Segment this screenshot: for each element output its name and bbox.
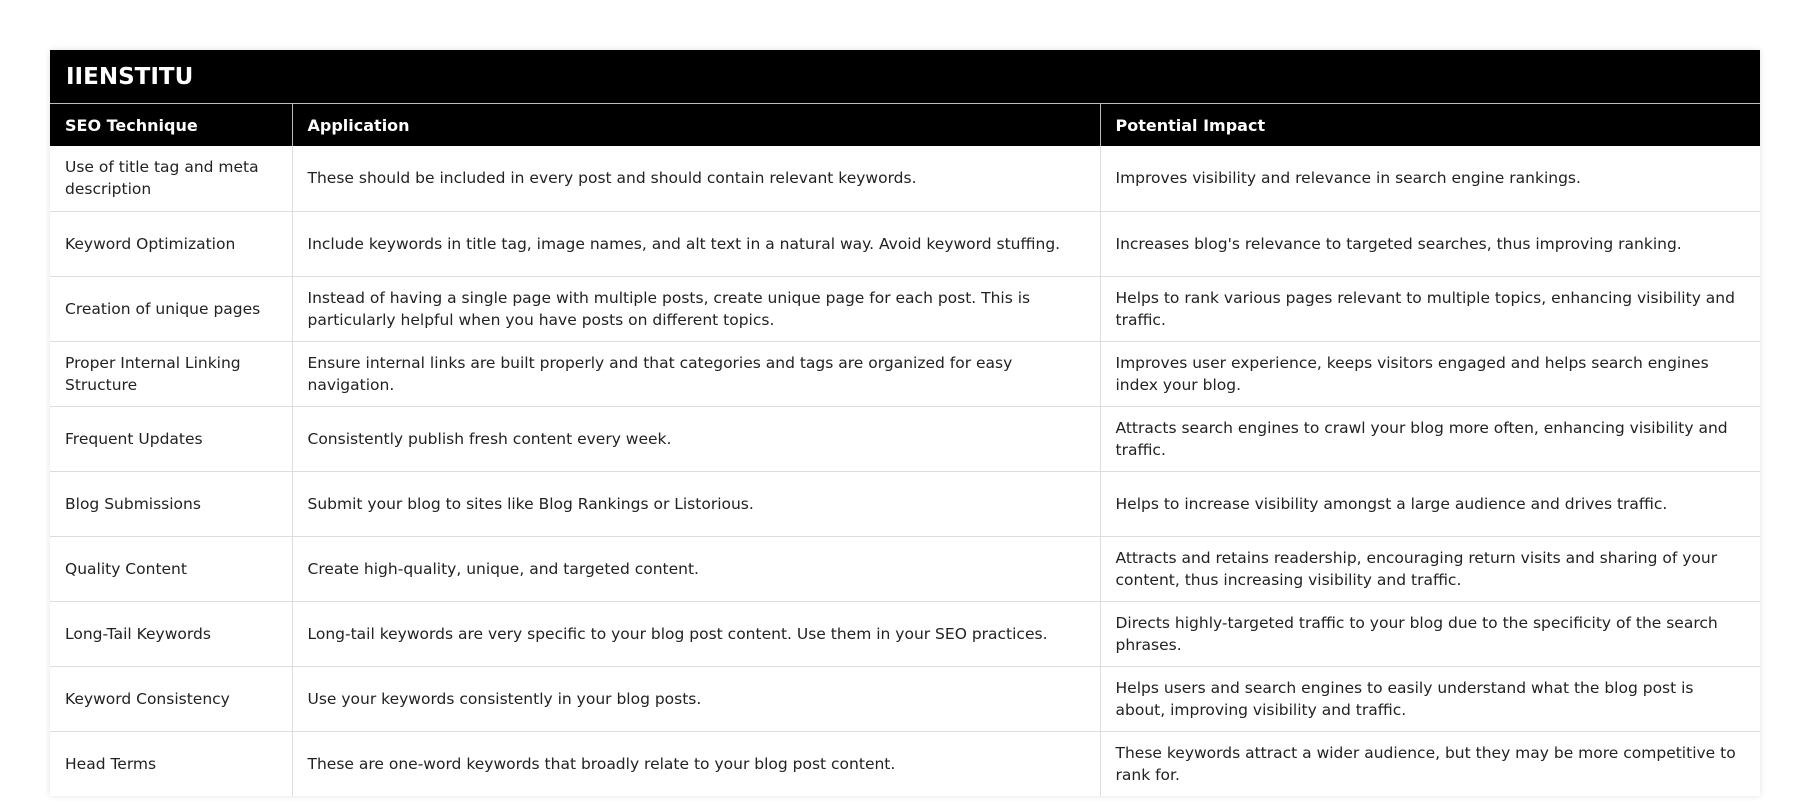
cell-technique: Keyword Optimization	[50, 211, 292, 276]
brand-title: IIENSTITU	[50, 50, 1760, 104]
cell-impact: Attracts search engines to crawl your blog more often, enhancing visibility and traffic.	[1100, 406, 1760, 471]
table-row	[50, 731, 1760, 796]
cell-impact: These keywords attract a wider audience, but they may be more competitive to rank for.	[1100, 731, 1760, 796]
cell-application: These are one-word keywords that broadly relate to your blog post content.	[292, 731, 1100, 796]
table-row	[50, 471, 1760, 536]
cell-impact: Directs highly-targeted traffic to your blog due to the specificity of the search phrases.	[1100, 601, 1760, 666]
cell-impact: Improves visibility and relevance in search engine rankings.	[1100, 146, 1760, 211]
table-row	[50, 536, 1760, 601]
header-seo-technique: SEO Technique	[50, 104, 292, 146]
cell-application: Submit your blog to sites like Blog Rankings or Listorious.	[292, 471, 1100, 536]
header-application: Application	[292, 104, 1100, 146]
table-row	[50, 211, 1760, 276]
cell-impact: Attracts and retains readership, encouraging return visits and sharing of your content, thus increasing visibility and traffic.	[1100, 536, 1760, 601]
table-row	[50, 666, 1760, 731]
cell-application: These should be included in every post and should contain relevant keywords.	[292, 146, 1100, 211]
cell-technique: Head Terms	[50, 731, 292, 796]
table-body	[50, 146, 1760, 796]
cell-application: Long-tail keywords are very specific to your blog post content. Use them in your SEO practices.	[292, 601, 1100, 666]
table-header	[50, 104, 1760, 146]
cell-impact: Helps to increase visibility amongst a large audience and drives traffic.	[1100, 471, 1760, 536]
cell-impact: Increases blog's relevance to targeted searches, thus improving ranking.	[1100, 211, 1760, 276]
cell-technique: Long-Tail Keywords	[50, 601, 292, 666]
header-row	[50, 104, 1760, 146]
cell-application: Create high-quality, unique, and targeted content.	[292, 536, 1100, 601]
cell-technique: Use of title tag and meta description	[50, 146, 292, 211]
cell-technique: Keyword Consistency	[50, 666, 292, 731]
table-row	[50, 341, 1760, 406]
cell-technique: Blog Submissions	[50, 471, 292, 536]
seo-techniques-table	[50, 104, 1760, 796]
table-row	[50, 146, 1760, 211]
table-row	[50, 406, 1760, 471]
cell-impact: Helps users and search engines to easily understand what the blog post is about, improving visibility and traffic.	[1100, 666, 1760, 731]
cell-technique: Quality Content	[50, 536, 292, 601]
cell-technique: Frequent Updates	[50, 406, 292, 471]
cell-technique: Creation of unique pages	[50, 276, 292, 341]
cell-application: Include keywords in title tag, image names, and alt text in a natural way. Avoid keyword stuffing.	[292, 211, 1100, 276]
cell-application: Ensure internal links are built properly and that categories and tags are organized for easy navigation.	[292, 341, 1100, 406]
header-potential-impact: Potential Impact	[1100, 104, 1760, 146]
cell-application: Use your keywords consistently in your blog posts.	[292, 666, 1100, 731]
cell-application: Instead of having a single page with multiple posts, create unique page for each post. This is particularly helpful when you have posts on different topics.	[292, 276, 1100, 341]
cell-technique: Proper Internal Linking Structure	[50, 341, 292, 406]
cell-impact: Helps to rank various pages relevant to multiple topics, enhancing visibility and traffic.	[1100, 276, 1760, 341]
table-row	[50, 276, 1760, 341]
table-row	[50, 601, 1760, 666]
cell-application: Consistently publish fresh content every week.	[292, 406, 1100, 471]
seo-table-card	[50, 50, 1760, 796]
cell-impact: Improves user experience, keeps visitors engaged and helps search engines index your blog.	[1100, 341, 1760, 406]
